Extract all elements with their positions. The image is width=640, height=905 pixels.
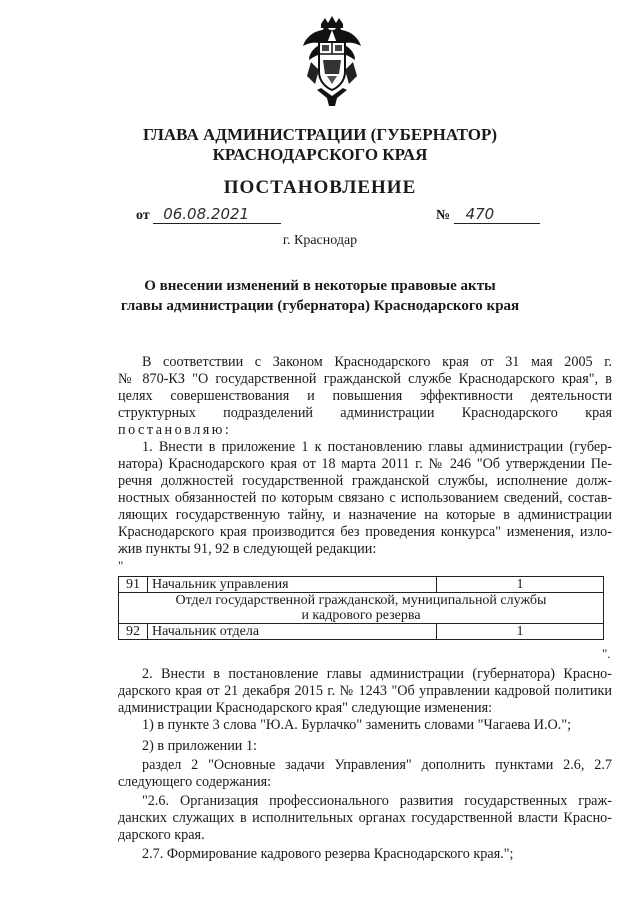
- issuer-title-line1: ГЛАВА АДМИНИСТРАЦИИ (ГУБЕРНАТОР): [142, 125, 497, 144]
- row-number: 92: [119, 624, 148, 640]
- item1-line: речня должностей государственной гражданской службы, исполнение долж-: [118, 473, 612, 489]
- table-close-quote: ".: [602, 646, 611, 661]
- item2-line: данских служащих в исполнительных органах государственной власти Красно-: [118, 810, 612, 826]
- position-name: Начальник отдела: [148, 624, 437, 640]
- table-row: [119, 624, 604, 640]
- row-number: 91: [119, 577, 148, 593]
- item2-line: 2) в приложении 1:: [142, 738, 257, 754]
- position-name: Начальник управления: [148, 577, 437, 593]
- item2-line: дарского края.: [118, 827, 205, 843]
- number-prefix: №: [436, 208, 451, 223]
- item1-line: натора) Краснодарского края от 18 марта 2011 г. № 246 "Об утверждении Пе-: [118, 456, 612, 472]
- coat-of-arms-emblem: [297, 14, 367, 108]
- handwritten-date: 06.08.2021: [153, 205, 281, 224]
- table-open-quote: ": [118, 558, 124, 573]
- item2-line: следующего содержания:: [118, 774, 272, 790]
- item2-line: администрации Краснодарского края" следующие изменения:: [118, 700, 493, 716]
- item1-line: жив пункты 91, 92 в следующей редакции:: [118, 541, 377, 557]
- item2-line: 1) в пункте 3 слова "Ю.А. Бурлачко" заменить словами "Чагаева И.О.";: [142, 717, 572, 733]
- item1-line: ляющих государственную тайну, и назначение на которые в администрации: [118, 507, 612, 523]
- handwritten-number: 470: [454, 205, 540, 224]
- table-section-row: [119, 593, 604, 624]
- item1-line: Краснодарского края производится без проведения конкурса" изменения, изло-: [118, 524, 612, 540]
- city: г. Краснодар: [282, 233, 358, 248]
- item1-line: ностных обязанностей по которым связано с использованием сведений, состав-: [118, 490, 612, 506]
- item2-line: раздел 2 "Основные задачи Управления" дополнить пунктами 2.6, 2.7: [142, 757, 612, 773]
- intro-line: структурных подразделений администрации Краснодарского края: [118, 405, 612, 421]
- document-title-line1: О внесении изменений в некоторые правовые акты: [144, 278, 496, 294]
- issuer-title-line2: КРАСНОДАРСКОГО КРАЯ: [212, 145, 428, 164]
- item2-line: 2. Внести в постановление главы администрации (губернатора) Красно-: [142, 666, 612, 682]
- item1-line: 1. Внести в приложение 1 к постановлению главы администрации (губер-: [142, 439, 612, 455]
- item2-line: 2.7. Формирование кадрового резерва Краснодарского края.";: [142, 846, 514, 862]
- intro-line: В соответствии с Законом Краснодарского края от 31 мая 2005 г.: [142, 354, 612, 370]
- document-title-line2: главы администрации (губернатора) Краснодарского края: [120, 298, 520, 314]
- date-prefix: от: [136, 208, 150, 223]
- section-heading-line2: и кадрового резерва: [301, 608, 421, 623]
- table-row: [119, 577, 604, 593]
- date-field: [136, 205, 281, 224]
- number-field: [436, 205, 540, 224]
- section-heading-line1: Отдел государственной гражданской, муниципальной службы: [175, 593, 547, 608]
- item2-line: дарского края от 21 декабря 2015 г. № 1243 "Об управлении кадровой политики: [118, 683, 612, 699]
- item2-line: "2.6. Организация профессионального развития государственных граж-: [142, 793, 612, 809]
- section-heading: [119, 593, 604, 624]
- document-type: ПОСТАНОВЛЕНИЕ: [223, 177, 417, 198]
- position-count: 1: [437, 624, 604, 640]
- intro-line: № 870-КЗ "О государственной гражданской службе Краснодарского края", в: [118, 371, 612, 387]
- intro-line: целях совершенствования и повышения эффективности деятельности: [118, 388, 612, 404]
- resolve-word: постановляю:: [118, 422, 232, 438]
- positions-table: [118, 576, 604, 640]
- position-count: 1: [437, 577, 604, 593]
